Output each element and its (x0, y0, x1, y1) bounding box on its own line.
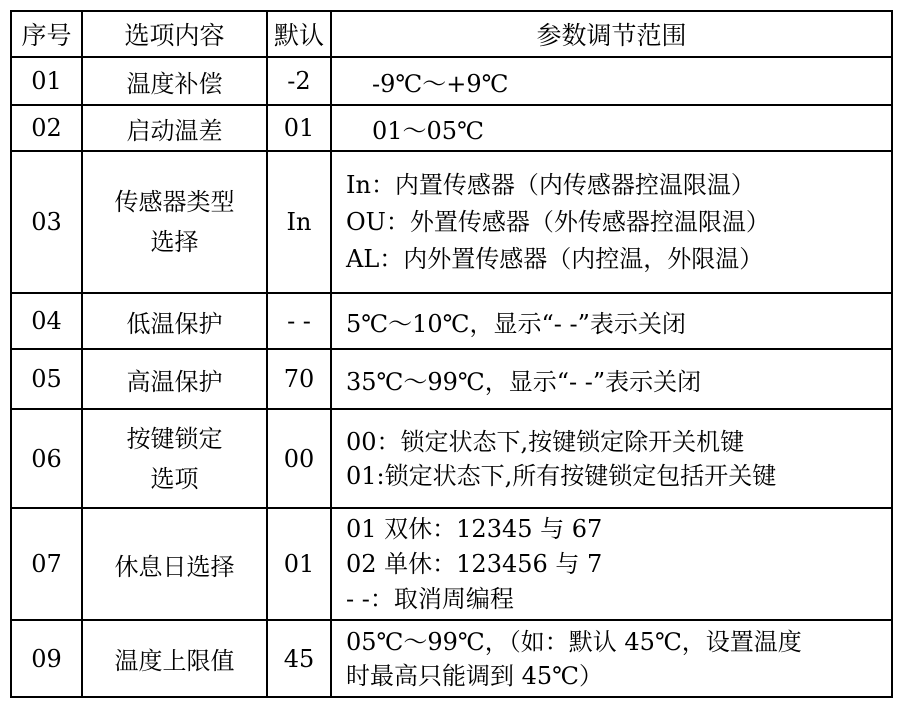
option-line: 传感器类型 (114, 188, 235, 216)
row-index: 01 (11, 57, 82, 105)
range-line: -9℃～+9℃ (372, 69, 509, 98)
row-default: 00 (267, 409, 331, 508)
row-range (331, 620, 892, 697)
table-row (11, 293, 892, 349)
row-index: 04 (11, 293, 82, 349)
row-range (331, 508, 892, 620)
option-line: 按键锁定 (126, 424, 223, 453)
row-option: 高温保护 (82, 349, 267, 409)
range-line: - -：取消周编程 (346, 584, 514, 613)
range-line: 01:锁定状态下,所有按键锁定包括开关键 (346, 461, 777, 490)
range-line: 00：锁定状态下,按键锁定除开关机键 (346, 427, 745, 456)
row-default: 70 (267, 349, 331, 409)
row-option (82, 409, 267, 508)
row-range (331, 105, 892, 151)
row-default: -2 (267, 57, 331, 105)
row-range: 5℃～10℃，显示“- -”表示关闭 (331, 293, 892, 349)
row-index: 03 (11, 151, 82, 293)
row-default: In (267, 151, 331, 293)
row-option: 启动温差 (82, 105, 267, 151)
header-option: 选项内容 (82, 11, 267, 57)
table-row (11, 349, 892, 409)
row-default: 01 (267, 105, 331, 151)
row-range (331, 151, 892, 293)
range-line: 02 单休：123456 与 7 (346, 549, 603, 578)
table-header-row (11, 11, 892, 57)
parameter-table (10, 10, 893, 698)
row-option: 低温保护 (82, 293, 267, 349)
row-range (331, 409, 892, 508)
row-index: 09 (11, 620, 82, 697)
range-line: OU：外置传感器（外传感器控温限温） (346, 207, 770, 236)
header-index: 序号 (11, 11, 82, 57)
row-index: 06 (11, 409, 82, 508)
row-default: - - (267, 293, 331, 349)
table-row (11, 620, 892, 697)
row-index: 02 (11, 105, 82, 151)
row-default: 01 (267, 508, 331, 620)
option-line: 选项 (150, 464, 199, 493)
range-line: 01～05℃ (372, 116, 484, 145)
range-line: 时最高只能调到 45℃） (346, 661, 604, 690)
row-range: 35℃～99℃，显示“- -”表示关闭 (331, 349, 892, 409)
table-row (11, 105, 892, 151)
row-default: 45 (267, 620, 331, 697)
range-line: 01 双休：12345 与 67 (346, 514, 603, 543)
row-option: 温度上限值 (82, 620, 267, 697)
table-row (11, 508, 892, 620)
option-line: 选择 (150, 228, 199, 256)
header-default: 默认 (267, 11, 331, 57)
table-row (11, 151, 892, 293)
row-index: 05 (11, 349, 82, 409)
header-range: 参数调节范围 (331, 11, 892, 57)
row-option: 休息日选择 (82, 508, 267, 620)
range-line: In：内置传感器（内传感器控温限温） (346, 170, 755, 199)
row-range (331, 57, 892, 105)
table-row (11, 409, 892, 508)
table-row (11, 57, 892, 105)
range-line: AL：内外置传感器（内控温，外限温） (346, 244, 764, 273)
row-index: 07 (11, 508, 82, 620)
row-option (82, 151, 267, 293)
row-option: 温度补偿 (82, 57, 267, 105)
range-line: 05℃～99℃，（如：默认 45℃，设置温度 (346, 627, 802, 656)
